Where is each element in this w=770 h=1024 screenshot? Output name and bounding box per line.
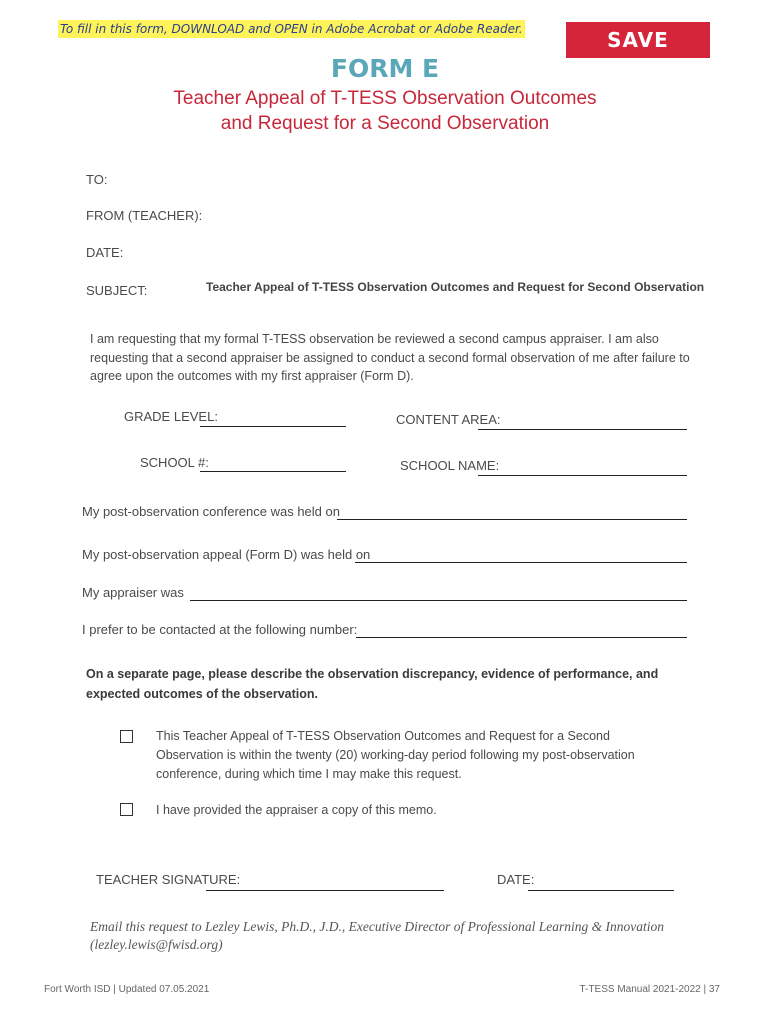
school-name-field[interactable] xyxy=(478,475,687,476)
email-instruction: Email this request to Lezley Lewis, Ph.D., J.D., Executive Director of Professional Learning & Innovation (lezley.lewis@fwisd.org) xyxy=(90,919,665,952)
signature-date-field[interactable] xyxy=(528,890,674,891)
footer-left: Fort Worth ISD | Updated 07.05.2021 xyxy=(44,984,210,995)
from-label: FROM (TEACHER): xyxy=(86,208,203,223)
signature-label: TEACHER SIGNATURE: xyxy=(96,872,241,887)
subject-label: SUBJECT: xyxy=(86,283,148,298)
signature-date-label: DATE: xyxy=(497,872,535,887)
download-notice: To fill in this form, DOWNLOAD and OPEN in Adobe Acrobat or Adobe Reader. xyxy=(60,22,523,36)
contact-label: I prefer to be contacted at the following number: xyxy=(82,622,358,637)
school-number-field[interactable] xyxy=(200,471,346,472)
grade-level-field[interactable] xyxy=(200,426,346,427)
copy-provided-text: I have provided the appraiser a copy of this memo. xyxy=(156,803,437,817)
form-id: FORM E xyxy=(330,54,440,83)
conference-label: My post-observation conference was held on xyxy=(82,504,340,519)
appraiser-label: My appraiser was xyxy=(82,585,184,600)
appeal-date-field[interactable] xyxy=(355,562,687,563)
conference-date-field[interactable] xyxy=(337,519,687,520)
subject-value: Teacher Appeal of T-TESS Observation Outcomes and Request for Second Observation xyxy=(206,280,705,294)
to-label: TO: xyxy=(86,172,108,187)
date-label: DATE: xyxy=(86,245,124,260)
school-name-label: SCHOOL NAME: xyxy=(400,458,500,473)
appeal-label: My post-observation appeal (Form D) was held on xyxy=(82,547,371,562)
save-button[interactable]: SAVE xyxy=(566,22,710,58)
instructions: On a separate page, please describe the observation discrepancy, evidence of performance, and expected outcomes of the observation. xyxy=(86,667,659,701)
copy-provided-checkbox[interactable] xyxy=(120,803,133,816)
footer-right: T-TESS Manual 2021-2022 | 37 xyxy=(579,984,720,995)
request-paragraph: I am requesting that my formal T-TESS observation be reviewed a second campus appraiser. I am also requesting that a second appraiser be assigned to conduct a second formal observation of me after failure to agree upon the outcomes with my first appraiser (Form D). xyxy=(90,332,690,383)
school-number-label: SCHOOL #: xyxy=(140,455,209,470)
form-title xyxy=(0,86,770,136)
signature-field[interactable] xyxy=(206,890,444,891)
content-area-label: CONTENT AREA: xyxy=(396,412,501,427)
grade-level-label: GRADE LEVEL: xyxy=(124,409,218,424)
within-period-text: This Teacher Appeal of T-TESS Observation Outcomes and Request for a Second Observation is within the twenty (20) working-day period following my post-observation conference, during which time I may make this request. xyxy=(156,729,635,781)
appraiser-field[interactable] xyxy=(190,600,687,601)
form-title-line-2: and Request for a Second Observation xyxy=(220,113,550,134)
contact-number-field[interactable] xyxy=(356,637,687,638)
within-period-checkbox[interactable] xyxy=(120,730,133,743)
content-area-field[interactable] xyxy=(478,429,687,430)
form-title-line-1: Teacher Appeal of T-TESS Observation Outcomes xyxy=(173,88,597,109)
